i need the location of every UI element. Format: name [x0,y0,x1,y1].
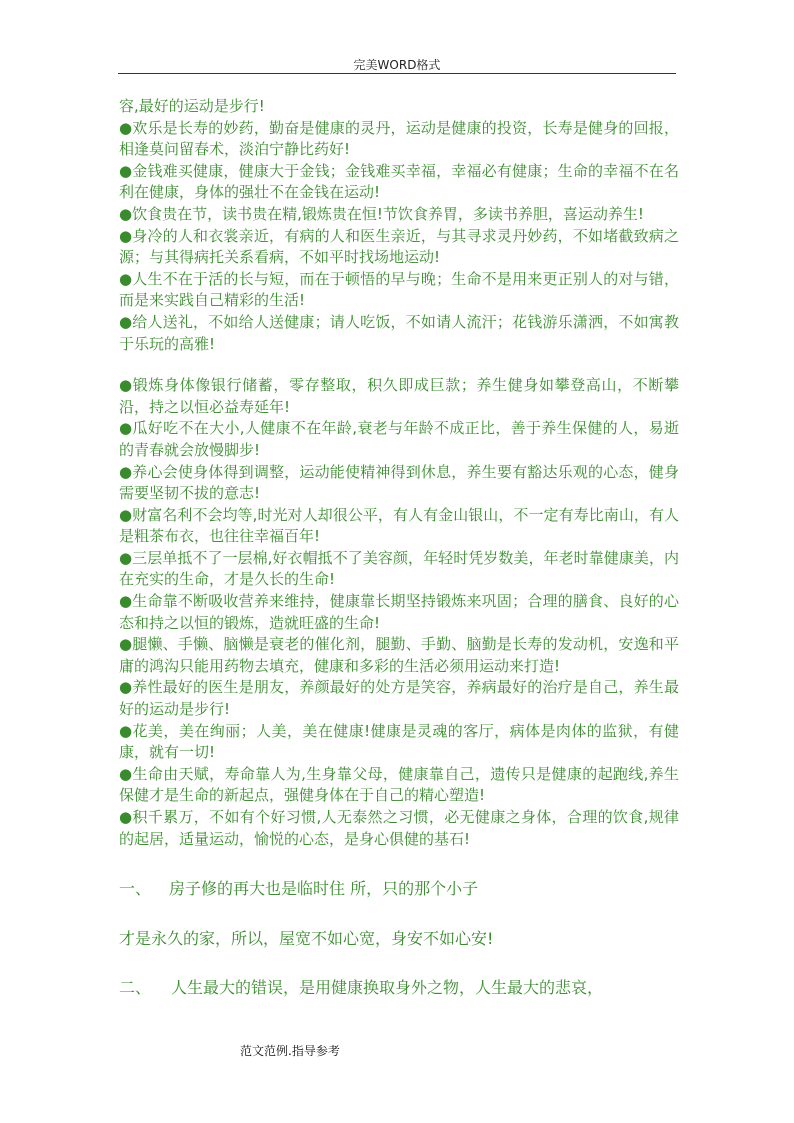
bullet-icon: ● [119,204,133,223]
bullet-icon: ● [119,312,133,331]
numbered-line [119,876,679,899]
paragraph: 容,最好的运动是步行! [119,97,265,115]
paragraph: ●金钱难买健康，健康大于金钱；金钱难买幸福，幸福必有健康；生命的幸福不在名利在健康，身体的强壮不在金钱在运动! [119,161,679,202]
paragraph: ●三层单抵不了一层棉,好衣帽抵不了美容颜，年轻时凭岁数美，年老时靠健康美，内在充实的生命，才是久长的生命! [119,548,679,589]
paragraph: ●生命靠不断吸收营养来维持，健康靠长期坚持锻炼来巩固；合理的膳食、良好的心态和持之以恒的锻炼，造就旺盛的生命! [119,592,679,632]
bullet-icon: ● [119,808,133,826]
paragraph-gap [119,355,679,375]
paragraph: ●生命由天赋，寿命靠人为,生身靠父母，健康靠自己，遗传只是健康的起跑线,养生保健才是生命的新起点，强健身体在于自己的精心塑造! [119,764,680,805]
paragraph: ●花美，美在绚丽；人美，美在健康!健康是灵魂的客厅，病体是肉体的监狱，有健康，就有一切! [119,721,679,762]
paragraph: ●积千累万，不如有个好习惯,人无泰然之习惯，必无健康之身体，合理的饮食,规律的起居，适量运动，愉悦的心态，是身心俱健的基石! [119,808,680,848]
list-number: 二、 [119,978,152,997]
bullet-icon: ● [119,161,133,180]
paragraph: ●养心会使身体得到调整，运动能使精神得到休息，养生要有豁达乐观的心态，健身需要坚韧不拔的意志! [119,462,679,503]
bullet-icon: ● [119,635,133,654]
bullet-icon: ● [119,764,133,783]
paragraph: ●腿懒、手懒、脑懒是衰老的催化剂，腿勤、手勤、脑勤是长寿的发动机，安逸和平庸的鸿沟只能用药物去填充，健康和多彩的生活必须用运动来打造! [119,635,679,675]
bullet-icon: ● [119,118,133,137]
numbered-text: 才是永久的家，所以，屋宽不如心宽，身安不如心安! [119,929,494,948]
paragraph: ●饮食贵在节，读书贵在精,锻炼贵在恒!节饮食养胃，多读书养胆，喜运动养生! [119,204,644,223]
paragraph: ●人生不在于活的长与短，而在于顿悟的早与晚；生命不是用来更正别人的对与错，而是来实践自己精彩的生活! [119,269,679,310]
bullet-icon: ● [119,505,133,524]
paragraph: ●财富名利不会均等,时光对人却很公平，有人有金山银山，不一定有寿比南山，有人是粗茶布衣，也往往幸福百年! [119,505,679,546]
bullet-icon: ● [119,548,133,567]
paragraph: ●瓜好吃不在大小,人健康不在年龄,衰老与年龄不成正比，善于养生保健的人，易逝的青春就会放慢脚步! [119,419,680,459]
paragraph: ●养性最好的医生是朋友，养颜最好的处方是笑容，养病最好的治疗是自己，养生最好的运动是步行! [119,678,679,719]
bullet-icon: ● [119,592,133,611]
paragraph: ●锻炼身体像银行储蓄，零存整取，积久即成巨款；养生健身如攀登高山，不断攀沿，持之以恒必益寿延年! [119,376,679,416]
page-footer: 范文范例.指导参考 [240,1044,340,1058]
bullet-icon: ● [119,678,133,697]
paragraph: ●身冷的人和衣裳亲近，有病的人和医生亲近，与其寻求灵丹妙药，不如堵截致病之源；与其得病托关系看病，不如平时找场地运动! [119,226,679,267]
header-rule [118,73,676,74]
bullet-icon: ● [119,721,133,740]
bullet-icon: ● [119,226,133,245]
bullet-icon: ● [119,462,133,481]
continuation-line [119,926,679,949]
bullet-icon: ● [119,376,133,395]
paragraph: ●欢乐是长寿的妙药，勤奋是健康的灵丹，运动是健康的投资，长寿是健身的回报，相逢莫问留春术，淡泊宁静比药好! [119,118,679,159]
bullet-icon: ● [119,419,133,438]
page-header: 完美WORD格式 [353,58,441,72]
numbered-line [119,975,679,998]
main-text-block [119,96,679,850]
numbered-text: 房子修的再大也是临时住 所，只的那个小子 [169,879,479,898]
paragraph: ●给人送礼，不如给人送健康；请人吃饭，不如请人流汗；花钱游乐潇洒，不如寓教于乐玩的高雅! [119,312,679,353]
bullet-icon: ● [119,269,133,288]
numbered-text: 人生最大的错误，是用健康换取身外之物，人生最大的悲哀， [171,978,604,997]
list-number: 一、 [119,879,152,898]
